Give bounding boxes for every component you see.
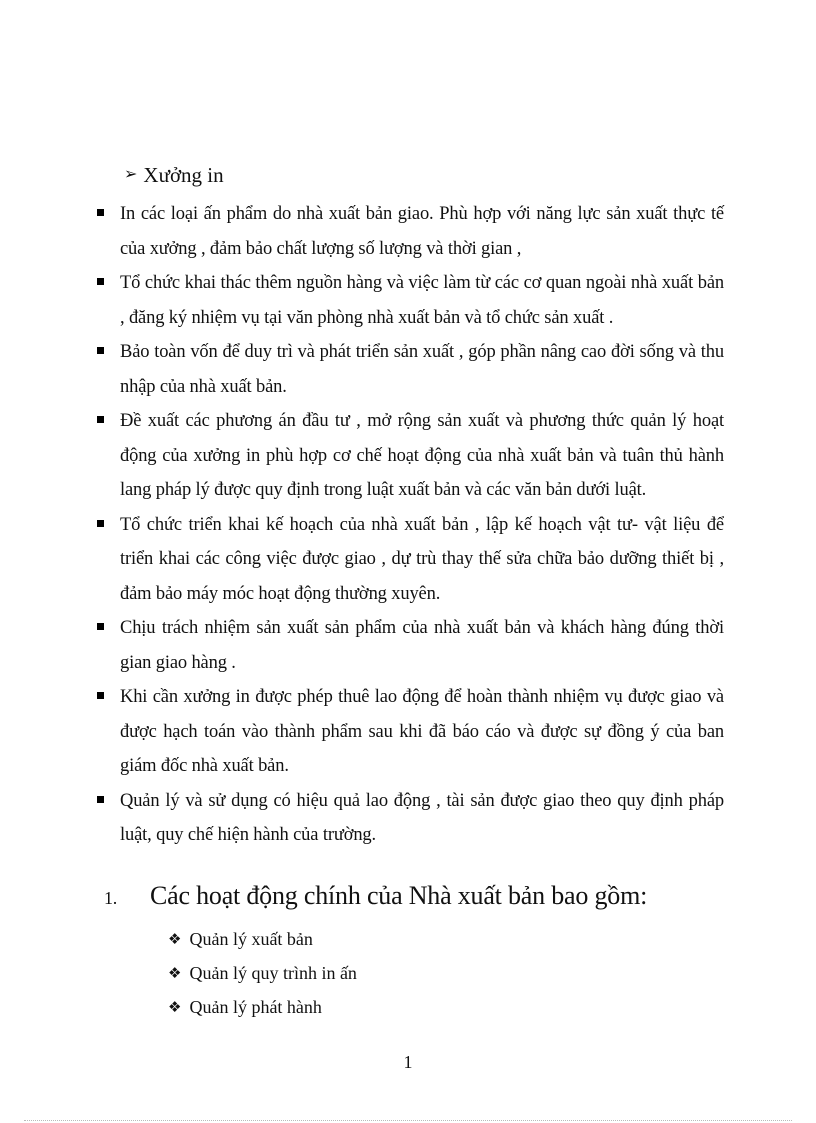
diamond-bullet-icon: ❖: [168, 964, 182, 982]
list-item: [96, 611, 724, 680]
list-item: [96, 335, 724, 404]
square-bullet-icon: [97, 796, 104, 803]
list-item-text: In các loại ấn phẩm do nhà xuất bản giao. Phù hợp với năng lực sản xuất thực tế của xưởng , đảm bảo chất lượng số lượng và thời gian ,: [120, 204, 724, 259]
square-bullet-icon: [97, 278, 104, 285]
list-item-text: Quản lý và sử dụng có hiệu quả lao động , tài sản được giao theo quy định pháp luật, quy chế hiện hành của trường.: [120, 790, 724, 845]
sub-list: [168, 922, 357, 1024]
list-item-text: Tổ chức khai thác thêm nguồn hàng và việc làm từ các cơ quan ngoài nhà xuất bản , đăng ký nhiệm vụ tại văn phòng nhà xuất bản và tổ chức sản xuất .: [120, 273, 724, 328]
list-item: [96, 680, 724, 784]
sub-list-item: [168, 922, 357, 956]
list-item-text: Chịu trách nhiệm sản xuất sản phẩm của nhà xuất bản và khách hàng đúng thời gian giao hàng .: [120, 618, 724, 673]
diamond-bullet-icon: ❖: [168, 998, 182, 1016]
numbered-section-title: [104, 879, 647, 915]
square-bullet-icon: [97, 209, 104, 216]
list-item-text: Khi cần xưởng in được phép thuê lao động để hoàn thành nhiệm vụ được giao và được hạch toán vào thành phẩm sau khi đã báo cáo và được sự đồng ý của ban giám đốc nhà xuất bản.: [120, 687, 724, 776]
square-bullet-icon: [97, 416, 104, 423]
sub-list-item-text: Quản lý phát hành: [189, 997, 322, 1017]
arrow-bullet-icon: ➢: [124, 166, 138, 183]
diamond-bullet-icon: ❖: [168, 930, 182, 948]
section-number: 1.: [104, 888, 118, 908]
page-number: 1: [403, 1052, 413, 1072]
sub-list-item: [168, 956, 357, 990]
section-heading: [124, 160, 224, 190]
list-item: [96, 197, 724, 266]
heading-text: Xưởng in: [143, 163, 224, 187]
sub-list-item-text: Quản lý xuất bản: [189, 929, 313, 949]
page-bottom-divider: [24, 1120, 792, 1121]
list-item: [96, 266, 724, 335]
square-bullet-icon: [97, 347, 104, 354]
list-item: [96, 784, 724, 853]
bullet-list: [96, 197, 724, 853]
list-item-text: Bảo toàn vốn để duy trì và phát triển sản xuất , góp phần nâng cao đời sống và thu nhập của nhà xuất bản.: [120, 342, 724, 397]
square-bullet-icon: [97, 623, 104, 630]
sub-list-item: [168, 990, 357, 1024]
section-title: Các hoạt động chính của Nhà xuất bản bao gồm:: [150, 881, 648, 910]
list-item: [96, 508, 724, 612]
square-bullet-icon: [97, 520, 104, 527]
sub-list-item-text: Quản lý quy trình in ấn: [189, 963, 357, 983]
list-item-text: Đề xuất các phương án đầu tư , mở rộng sản xuất và phương thức quản lý hoạt động của xưởng in phù hợp cơ chế hoạt động của nhà xuất bản và tuân thủ hành lang pháp lý được quy định trong luật xuất bản và các văn bản dưới luật.: [120, 411, 724, 500]
square-bullet-icon: [97, 692, 104, 699]
list-item: [96, 404, 724, 508]
list-item-text: Tổ chức triển khai kế hoạch của nhà xuất bản , lập kế hoạch vật tư- vật liệu để triển khai các công việc được giao , dự trù thay thế sửa chữa bảo dưỡng thiết bị , đảm bảo máy móc hoạt động thường xuyên.: [120, 514, 724, 604]
